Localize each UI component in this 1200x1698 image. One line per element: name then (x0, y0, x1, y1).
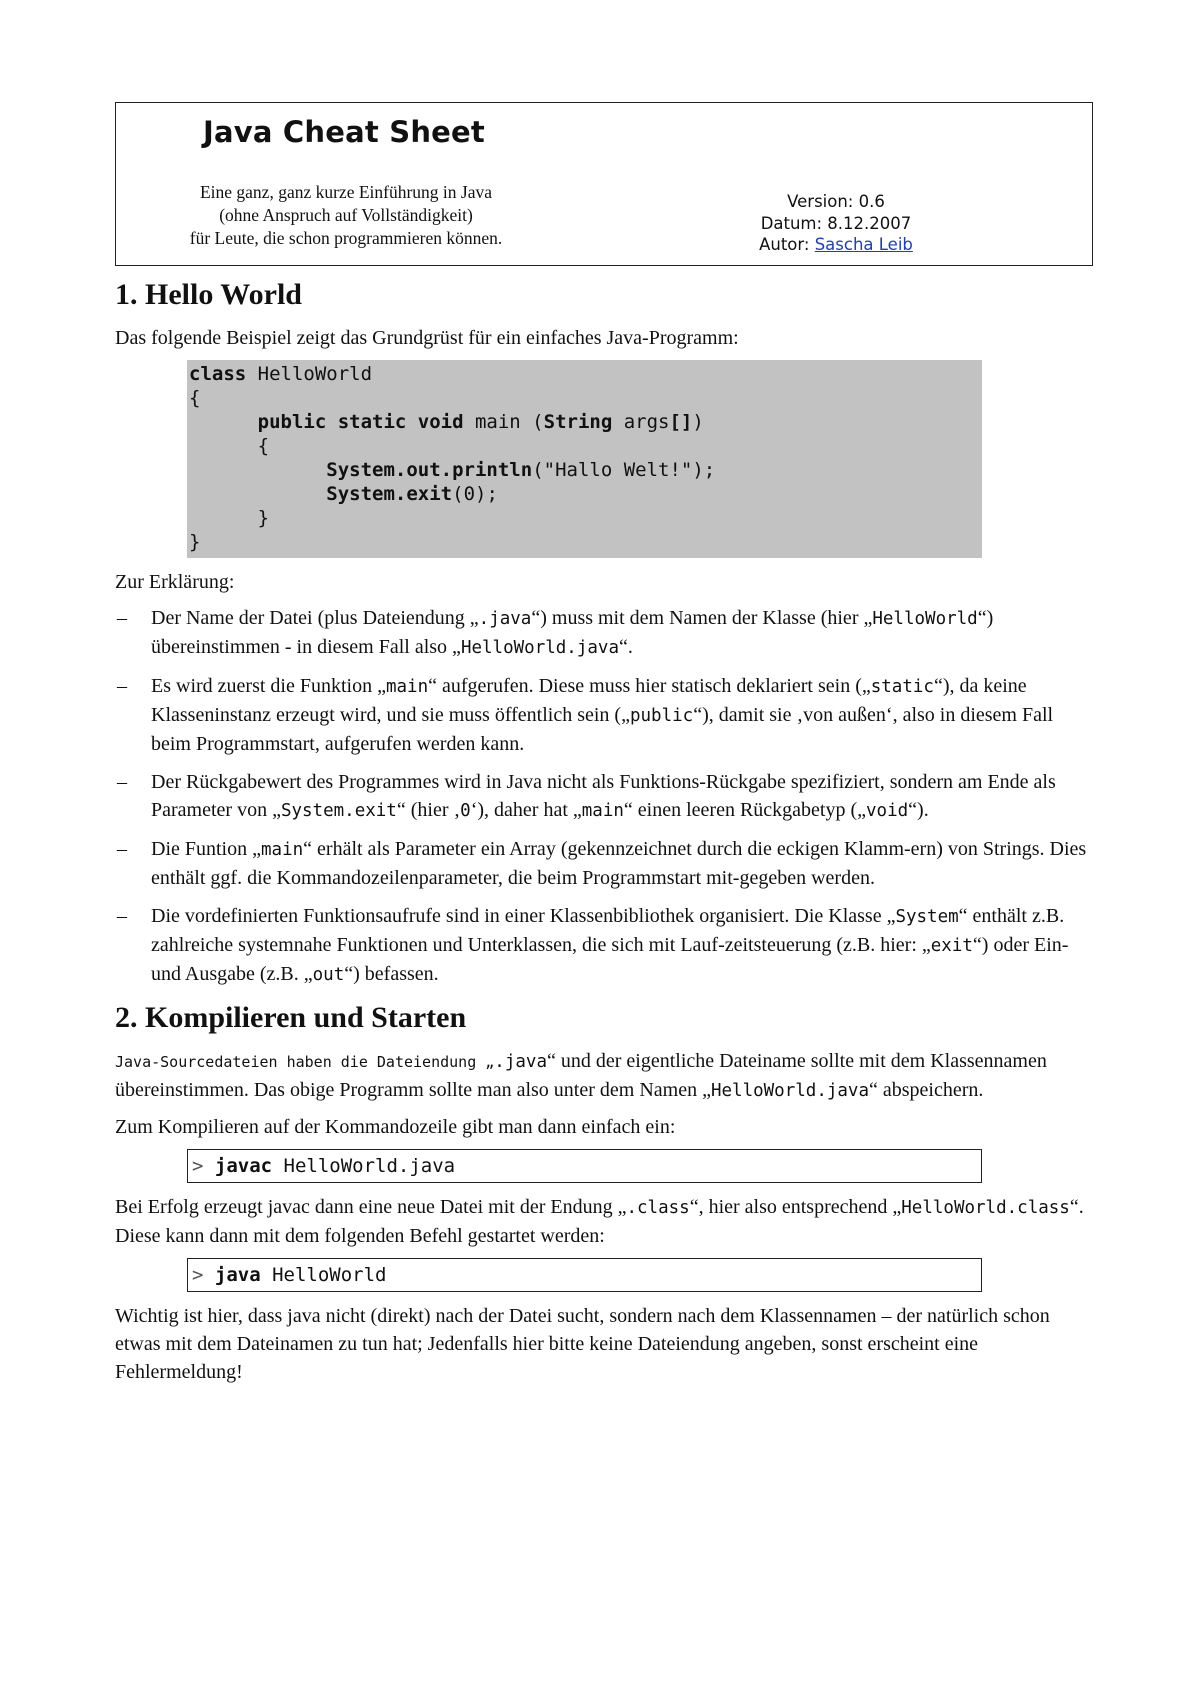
code-keyword: class (189, 363, 247, 385)
inline-text: “. Diese kann dann mit dem folgenden Befehl gestartet werden: (115, 1196, 1084, 1247)
command-name: javac (214, 1155, 273, 1177)
code-line: { (189, 435, 270, 457)
inline-text: “) übereinstimmen - in diesem Fall also „ (151, 607, 994, 658)
inline-text: “ enthält z.B. zahlreiche systemnahe Funktionen und Unterklassen, die sich mit Lauf-zeitsteuerung (z.B. hier: „ (151, 905, 1065, 956)
inline-text: “) muss mit dem Namen der Klasse (hier „ (531, 607, 873, 629)
inline-text: Der Rückgabewert des Programmes wird in Java nicht als Funktions-Rückgabe spezifiziert, sondern am Ende als Parameter von „ (151, 771, 1056, 821)
code-keyword: System.exit (326, 483, 453, 505)
inline-text: “ abspeichern. (869, 1079, 984, 1101)
code-keyword: [] (669, 411, 693, 433)
prompt-symbol: > (192, 1155, 215, 1177)
inline-text: Bei Erfolg erzeugt javac dann eine neue Datei mit der Endung „ (115, 1196, 627, 1218)
code-keyword: public static void (257, 411, 464, 433)
inline-text: “, hier also entsprechend „ (689, 1196, 902, 1218)
version-label: Version: 0.6 (787, 192, 885, 211)
inline-code: System (895, 907, 959, 927)
section-heading-hello-world: 1. Hello World (115, 278, 302, 311)
inline-code: HelloWorld.java (710, 1081, 870, 1101)
inline-text: “ aufgerufen. Diese muss hier statisch deklariert sein („ (428, 675, 871, 697)
inline-code: HelloWorld.class (901, 1198, 1070, 1218)
inline-text: “), da keine Klasseninstanz erzeugt wird, und sie muss öffentlich sein („ (151, 675, 1027, 726)
command-box-javac (187, 1149, 982, 1183)
inline-code: main (261, 840, 304, 860)
author-link[interactable]: Sascha Leib (814, 235, 913, 254)
inline-text: Die Funtion „ (151, 838, 261, 860)
document-meta (736, 191, 936, 256)
inline-text: Der Name der Datei (plus Dateiendung „ (151, 607, 479, 629)
command-box-java (187, 1258, 982, 1292)
inline-code: .java (494, 1052, 547, 1072)
inline-text: “) oder Ein- und Ausgabe (z.B. „ (151, 934, 1069, 985)
inline-code: .class (626, 1198, 690, 1218)
explanation-label: Zur Erklärung: (115, 571, 235, 593)
list-item (115, 768, 1095, 825)
inline-text: “ und der eigentliche Dateiname sollte mit dem Klassennamen übereinstimmen. Das obige Programm sollte man also unter dem Namen „ (115, 1050, 1047, 1101)
section2-paragraph (115, 1047, 1095, 1105)
code-line: } (189, 531, 201, 553)
code-line: } (189, 507, 270, 529)
section-heading-compile: 2. Kompilieren und Starten (115, 1001, 467, 1034)
inline-code: .java (478, 609, 532, 629)
inline-code: HelloWorld.java (460, 638, 619, 658)
author-label: Autor: (759, 235, 815, 254)
main-content (115, 276, 1095, 1394)
inline-code: static (870, 677, 934, 697)
inline-text: “. (618, 636, 633, 658)
inline-code: void (866, 801, 909, 821)
subtitle-line: Eine ganz, ganz kurze Einführung in Java (199, 182, 493, 202)
date-label: Datum: 8.12.2007 (760, 213, 912, 233)
list-item (115, 835, 1095, 892)
inline-text: Java-Sourcedateien haben die Dateiendung „ (115, 1053, 495, 1071)
header-box (115, 102, 1093, 266)
command-argument: HelloWorld.java (272, 1155, 456, 1177)
code-keyword: System.out.println (326, 459, 533, 481)
code-line: System.out.println("Hallo Welt!"); (326, 459, 716, 481)
inline-code: public (629, 706, 694, 726)
inline-text: “) befassen. (344, 963, 439, 985)
code-line: System.exit(0); (326, 483, 498, 505)
list-item (115, 672, 1095, 758)
command-name: java (214, 1264, 261, 1286)
list-item (115, 902, 1095, 989)
explanation-list (115, 604, 1095, 989)
code-keyword: String (543, 411, 613, 433)
inline-code: main (385, 677, 429, 697)
inline-text: Die vordefinierten Funktionsaufrufe sind in einer Klassenbibliothek organisiert. Die Klasse „ (151, 905, 896, 927)
prompt-symbol: > (192, 1264, 215, 1286)
author-line (736, 234, 936, 256)
code-line: class HelloWorld (189, 363, 373, 385)
code-line: { (189, 387, 201, 409)
section2-paragraph: Wichtig ist hier, dass java nicht (direkt) nach der Datei sucht, sondern nach dem Klassennamen – der natürlich schon etwas mit dem Dateinamen zu tun hat; Jedenfalls hier bitte keine Dateiendung angeben, sonst erscheint eine Fehlermeldung! (115, 1305, 1050, 1383)
document-title: Java Cheat Sheet (203, 115, 485, 149)
inline-text: “), damit sie ‚von außen‘, also in diesem Fall beim Programmstart, aufgerufen werden kann. (151, 704, 1054, 755)
subtitle-line: für Leute, die schon programmieren können. (189, 228, 503, 248)
inline-code: main (581, 801, 624, 821)
inline-text: ‘), daher hat „ (470, 799, 582, 821)
inline-text: “ einen leeren Rückgabetyp („ (623, 799, 867, 821)
section1-intro: Das folgende Beispiel zeigt das Grundgrüst für ein einfaches Java-Programm: (115, 327, 739, 349)
list-item (115, 604, 1095, 662)
inline-text: Es wird zuerst die Funktion „ (151, 675, 386, 697)
section2-paragraph: Zum Kompilieren auf der Kommandozeile gibt man dann einfach ein: (115, 1116, 676, 1138)
inline-code: HelloWorld (872, 609, 978, 629)
inline-code: 0 (460, 801, 471, 821)
document-subtitle (156, 181, 536, 250)
inline-text: “ erhält als Parameter ein Array (gekennzeichnet durch die eckigen Klamm-ern) von Strings. Dies enthält ggf. die Kommandozeilenparameter, die beim Programmstart mit-gegeben werden. (151, 838, 1087, 889)
hello-world-code-block (187, 360, 982, 558)
inline-code: System.exit (280, 801, 397, 821)
inline-code: out (312, 965, 345, 985)
inline-text: “ (hier ‚ (396, 799, 461, 821)
section2-paragraph (115, 1193, 1095, 1250)
subtitle-line: (ohne Anspruch auf Vollständigkeit) (219, 205, 473, 225)
code-line: public static void main (String args[]) (257, 411, 704, 433)
command-argument: HelloWorld (260, 1264, 387, 1286)
inline-code: exit (930, 936, 973, 956)
inline-text: “). (908, 799, 929, 821)
